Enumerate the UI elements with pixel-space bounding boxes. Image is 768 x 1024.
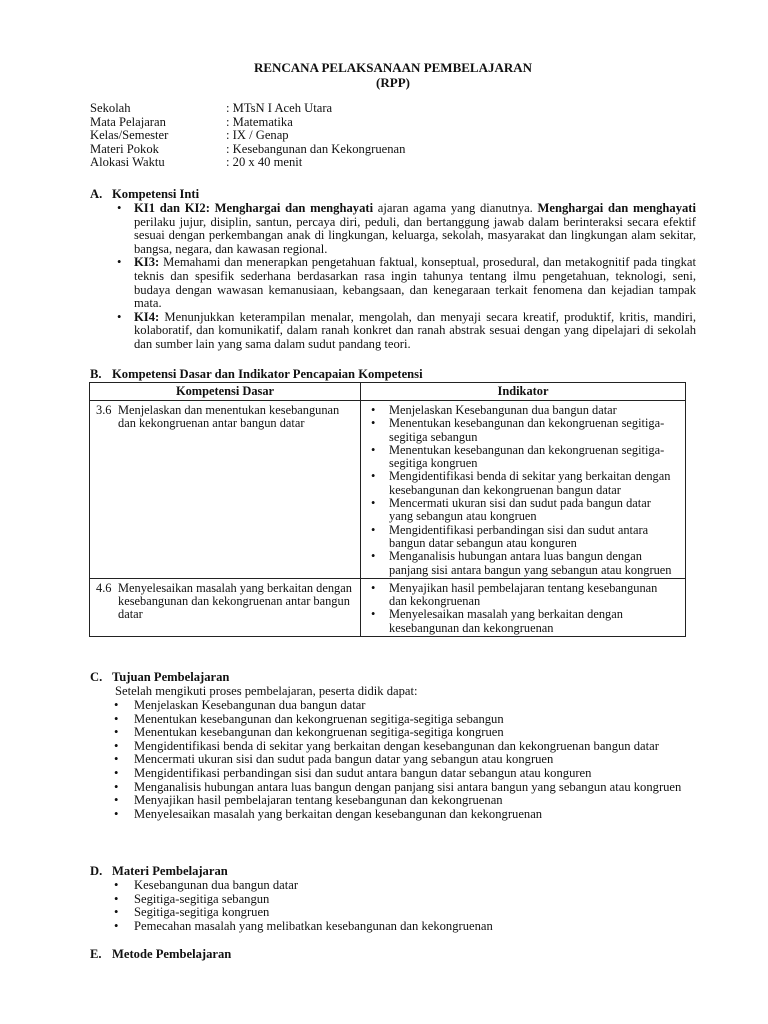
column-header-indikator: Indikator xyxy=(361,383,686,401)
info-row-alokasi-waktu xyxy=(90,156,405,170)
list-item: • Menyajikan hasil pembelajaran tentang kesebangunan dan kekongruenan xyxy=(112,794,702,808)
section-c-heading xyxy=(90,671,229,685)
ki-key: KI4: xyxy=(134,309,160,324)
info-row-kelas-semester xyxy=(90,129,405,143)
ki-bold: Menghargai dan menghayati xyxy=(209,201,374,215)
materi-list xyxy=(112,879,702,933)
list-item: • Mengidentifikasi benda di sekitar yang berkaitan dengan kesebangunan dan kekongruenan bangun datar xyxy=(369,470,677,497)
ki-key: KI1 dan KI2: xyxy=(134,201,210,215)
info-row-sekolah xyxy=(90,102,405,116)
list-item: • Menentukan kesebangunan dan kekongruenan segitiga-segitiga kongruen xyxy=(369,444,677,471)
indikator-cell xyxy=(361,401,686,579)
column-header-kompetensi-dasar: Kompetensi Dasar xyxy=(90,383,361,401)
ki-text: ajaran agama yang dianutnya. xyxy=(373,201,538,215)
list-item: • Menganalisis hubungan antara luas bangun dengan panjang sisi antara bangun yang sebangun atau kongruen xyxy=(369,550,677,577)
info-row-mata-pelajaran xyxy=(90,116,405,130)
table-row xyxy=(90,401,686,579)
section-b-heading xyxy=(90,368,423,382)
info-row-materi-pokok xyxy=(90,143,405,157)
info-value: : Matematika xyxy=(226,114,293,129)
info-label: Kelas/Semester xyxy=(90,128,169,143)
kd-item xyxy=(90,401,360,434)
section-title: Tujuan Pembelajaran xyxy=(112,670,230,684)
list-item: • Menentukan kesebangunan dan kekongruenan segitiga-segitiga sebangun xyxy=(112,713,702,727)
section-letter: E. xyxy=(90,947,102,961)
list-item: • Menyelesaikan masalah yang berkaitan dengan kesebangunan dan kekongruenan xyxy=(112,808,702,822)
list-item: • Menganalisis hubungan antara luas bangun dengan panjang sisi antara bangun yang sebangun atau kongruen xyxy=(112,781,702,795)
list-item: • Mencermati ukuran sisi dan sudut pada bangun datar yang sebangun atau kongruen xyxy=(112,753,702,767)
list-item: • Menentukan kesebangunan dan kekongruenan segitiga-segitiga sebangun xyxy=(369,417,677,444)
document-subtitle: (RPP) xyxy=(376,75,410,90)
list-item: • Pemecahan masalah yang melibatkan kesebangunan dan kekongruenan xyxy=(112,920,702,934)
table-header-row xyxy=(90,383,686,401)
info-value: : MTsN I Aceh Utara xyxy=(226,101,333,115)
info-label: Alokasi Waktu xyxy=(90,155,165,170)
section-letter: C. xyxy=(90,670,103,684)
list-item: • Menyajikan hasil pembelajaran tentang kesebangunan dan kekongruenan xyxy=(369,582,677,609)
section-title: Kompetensi Inti xyxy=(112,187,200,201)
list-item-ki3 xyxy=(112,256,696,310)
info-block xyxy=(90,102,405,170)
list-item-ki4 xyxy=(112,311,696,352)
indikator-list xyxy=(361,579,685,636)
kompetensi-dasar-table xyxy=(89,382,686,637)
list-item: • Menjelaskan Kesebangunan dua bangun datar xyxy=(112,699,702,713)
list-item: • Mengidentifikasi perbandingan sisi dan sudut antara bangun datar sebangun atau konguren xyxy=(369,524,677,551)
kd-item xyxy=(90,579,360,625)
list-item: • Menentukan kesebangunan dan kekongruenan segitiga-segitiga kongruen xyxy=(112,726,702,740)
indikator-list xyxy=(361,401,685,578)
section-title: Metode Pembelajaran xyxy=(112,947,232,961)
section-d-heading xyxy=(90,865,228,879)
table-row xyxy=(90,578,686,636)
indikator-cell xyxy=(361,578,686,636)
ki-bold: Menghargai dan menghayati xyxy=(537,201,696,215)
list-item: • Mengidentifikasi benda di sekitar yang berkaitan dengan kesebangunan dan kekongruenan bangun datar xyxy=(112,740,702,754)
tujuan-list xyxy=(112,699,702,821)
section-e-heading xyxy=(90,948,231,962)
list-item: • Mengidentifikasi perbandingan sisi dan sudut antara bangun datar sebangun atau konguren xyxy=(112,767,702,781)
info-label: Sekolah xyxy=(90,101,131,115)
section-a-heading xyxy=(90,188,199,202)
list-item: • Mencermati ukuran sisi dan sudut pada bangun datar yang sebangun atau kongruen xyxy=(369,497,677,524)
kd-cell xyxy=(90,401,361,579)
info-value: : IX / Genap xyxy=(226,128,289,143)
kd-text: Menyelesaikan masalah yang berkaitan dengan kesebangunan dan kekongruenan antar bangun datar xyxy=(118,580,352,622)
list-item: • Segitiga-segitiga sebangun xyxy=(112,893,702,907)
section-letter: D. xyxy=(90,864,103,878)
list-item: • Kesebangunan dua bangun datar xyxy=(112,879,702,893)
ki-key: KI3: xyxy=(134,255,160,270)
info-value: : 20 x 40 menit xyxy=(226,155,303,170)
list-item: • Menyelesaikan masalah yang berkaitan dengan kesebangunan dan kekongruenan xyxy=(369,608,677,635)
document-title: RENCANA PELAKSANAAN PEMBELAJARAN xyxy=(253,60,533,75)
kd-number: 3.6 xyxy=(96,403,112,417)
ki-text: Menunjukkan keterampilan menalar, mengolah, dan menyaji secara kreatif, produktif, kritis, mandiri, kolaboratif, dan komunikatif, dalam ranah konkret dan ranah abstrak sesuai dengan yang dipelajari di sekolah dan sumber lain yang sama dalam sudut pandang teori. xyxy=(134,309,696,351)
info-value: : Kesebangunan dan Kekongruenan xyxy=(226,141,406,156)
section-letter: B. xyxy=(90,367,102,381)
info-label: Mata Pelajaran xyxy=(90,114,166,129)
ki-text: Memahami dan menerapkan pengetahuan faktual, konseptual, prosedural, dan metakognitif pada tingkat teknis dan spesifik sederhana berdasarkan rasa ingin tahunya tentang ilmu pengetahuan, teknologi, seni, budaya dengan wawasan kemanusiaan, kebangsaan, dan kenegaraan terkait fenomena dan kejadian tampak mata. xyxy=(134,255,696,311)
section-title: Kompetensi Dasar dan Indikator Pencapaian Kompetensi xyxy=(112,367,423,381)
kd-text: Menjelaskan dan menentukan kesebangunan dan kekongruenan antar bangun datar xyxy=(118,403,340,431)
kompetensi-inti-list xyxy=(112,202,696,352)
section-letter: A. xyxy=(90,187,103,201)
ki-text: perilaku jujur, disiplin, santun, percaya diri, peduli, dan bertanggung jawab dalam berinteraksi secara efektif sesuai dengan perkembangan anak di lingkungan, keluarga, sekolah, masyarakat dan lingkungan alam sekitar, bangsa, negara, dan kawasan regional. xyxy=(134,214,696,256)
info-label: Materi Pokok xyxy=(90,141,159,156)
kd-cell xyxy=(90,578,361,636)
list-item: • Menjelaskan Kesebangunan dua bangun datar xyxy=(369,404,677,417)
list-item: • Segitiga-segitiga kongruen xyxy=(112,906,702,920)
list-item-ki1-ki2 xyxy=(112,202,696,256)
tujuan-intro: Setelah mengikuti proses pembelajaran, peserta didik dapat: xyxy=(115,684,418,698)
section-title: Materi Pembelajaran xyxy=(112,864,228,878)
kd-number: 4.6 xyxy=(96,580,112,595)
